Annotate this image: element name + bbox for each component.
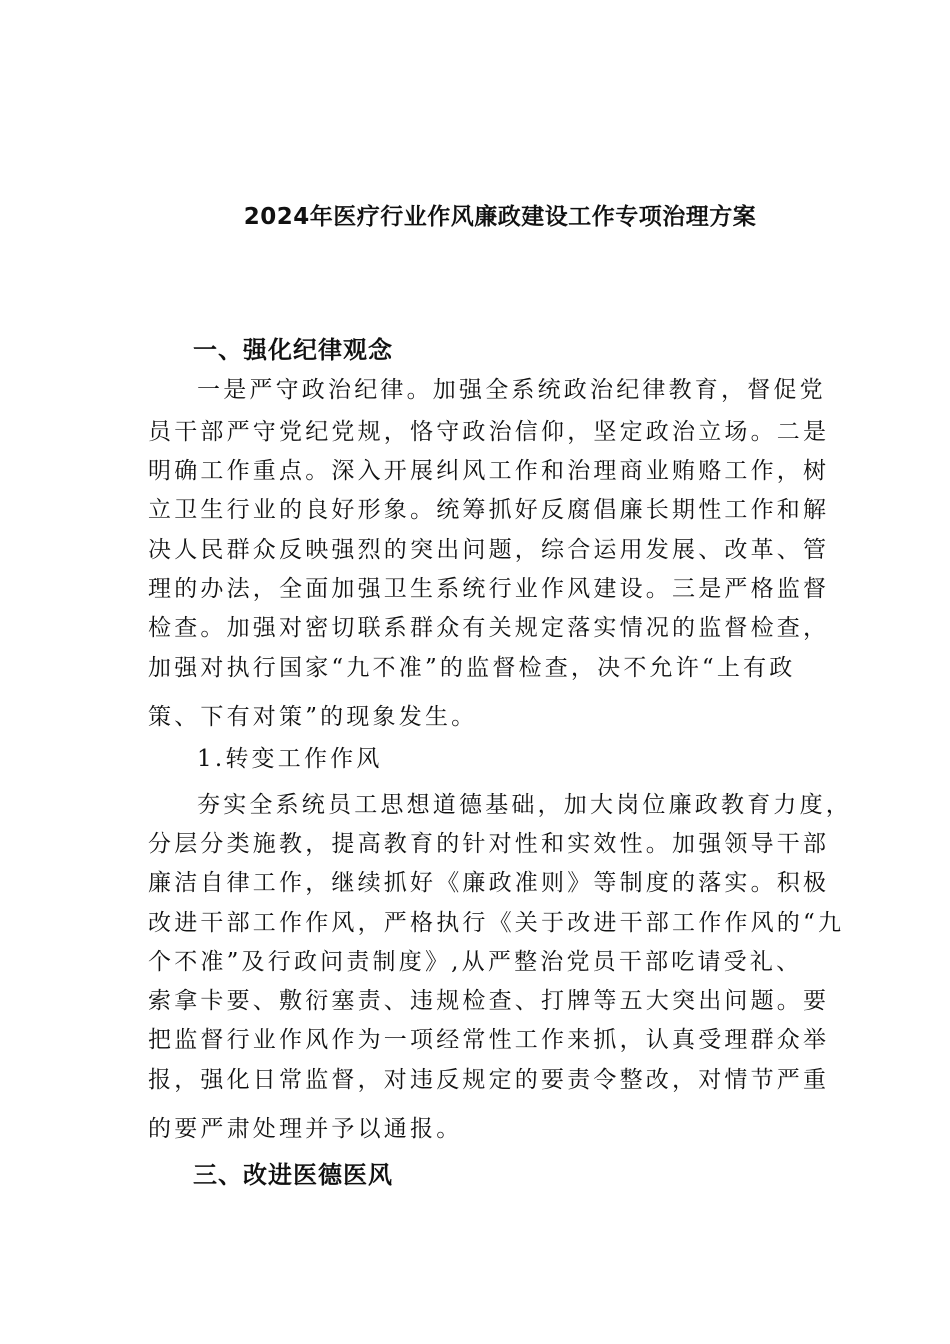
paragraph-line: 策、下有对策”的现象发生。	[148, 704, 478, 730]
paragraph-line: 明确工作重点。深入开展纠风工作和治理商业贿赂工作，树	[148, 458, 830, 484]
section-heading-1: 一、强化纪律观念	[193, 336, 393, 364]
paragraph-line: 的要严肃处理并予以通报。	[148, 1116, 463, 1142]
paragraph-line: 把监督行业作风作为一项经常性工作来抓，认真受理群众举	[148, 1027, 830, 1053]
paragraph-line: 索拿卡要、敷衍塞责、违规检查、打牌等五大突出问题。要	[148, 988, 830, 1014]
subheading-1: 1.转变工作作风	[197, 746, 383, 772]
paragraph-line: 个不准”及行政问责制度》,从严整治党员干部吃请受礼、	[148, 949, 803, 975]
paragraph-line: 廉洁自律工作，继续抓好《廉政准则》等制度的落实。积极	[148, 870, 830, 896]
paragraph-line: 改进干部工作作风，严格执行《关于改进干部工作作风的“九	[148, 910, 845, 936]
paragraph-line: 员干部严守党纪党规，恪守政治信仰，坚定政治立场。二是	[148, 419, 830, 445]
paragraph-line: 一是严守政治纪律。加强全系统政治纪律教育，督促党	[197, 377, 826, 403]
document-title: 2024年医疗行业作风廉政建设工作专项治理方案	[243, 204, 757, 230]
paragraph-line: 决人民群众反映强烈的突出问题，综合运用发展、改革、管	[148, 537, 830, 563]
paragraph-line: 立卫生行业的良好形象。统筹抓好反腐倡廉长期性工作和解	[148, 497, 830, 523]
section-heading-3: 三、改进医德医风	[193, 1161, 393, 1189]
paragraph-line: 检查。加强对密切联系群众有关规定落实情况的监督检查，	[148, 615, 830, 641]
paragraph-line: 报，强化日常监督，对违反规定的要责令整改，对情节严重	[148, 1067, 830, 1093]
paragraph-line: 加强对执行国家“九不准”的监督检查，决不允许“上有政	[148, 655, 796, 681]
paragraph-line: 理的办法，全面加强卫生系统行业作风建设。三是严格监督	[148, 576, 830, 602]
paragraph-line: 分层分类施教，提高教育的针对性和实效性。加强领导干部	[148, 831, 830, 857]
paragraph-line: 夯实全系统员工思想道德基础，加大岗位廉政教育力度，	[197, 792, 852, 818]
